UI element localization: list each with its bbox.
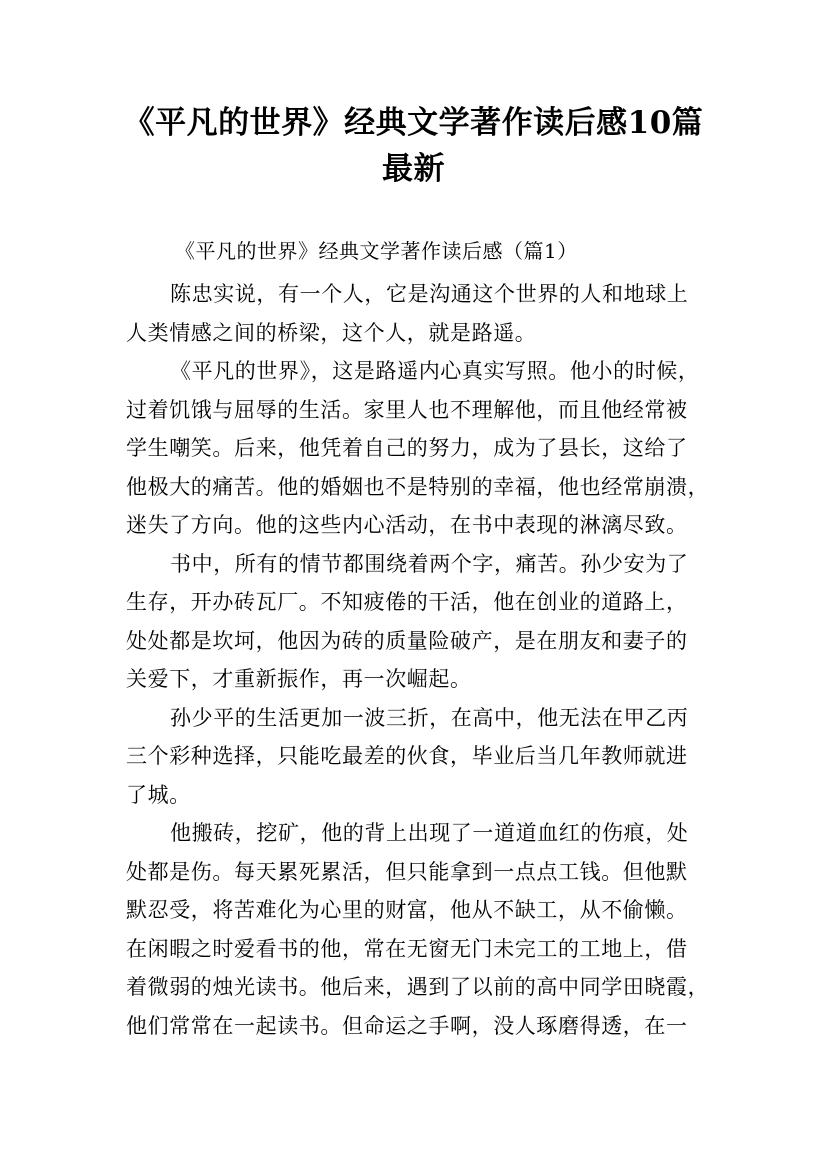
body-line: 生存，开办砖瓦厂。不知疲倦的干活，他在创业的道路上， [126, 590, 688, 614]
body-line: 迷失了方向。他的这些内心活动，在书中表现的淋漓尽致。 [126, 513, 688, 537]
body-line: 孙少平的生活更加一波三折，在高中，他无法在甲乙丙 [170, 705, 689, 730]
body-line: 陈忠实说，有一个人，它是沟通这个世界的人和地球上 [170, 282, 689, 306]
body-line: 三个彩种选择，只能吃最差的伙食，毕业后当几年教师就进 [126, 744, 688, 768]
title-line-2: 最新 [382, 151, 445, 187]
body-line: 他们常常在一起读书。但命运之手啊，没人琢磨得透，在一 [126, 1013, 688, 1038]
body-line: 着微弱的烛光读书。他后来，遇到了以前的高中同学田晓霞， [126, 975, 710, 999]
body-line: 他极大的痛苦。他的婚姻也不是特别的幸福，他也经常崩溃， [126, 474, 710, 499]
body-line: 他搬砖，挖矿，他的背上出现了一道道血红的伤痕，处 [170, 821, 689, 845]
body-line: 处都是伤。每天累死累活，但只能拿到一点点工钱。但他默 [126, 859, 688, 884]
body-line: 学生嘲笑。后来，他凭着自己的努力，成为了县长，这给了 [126, 436, 688, 460]
body-line: 处处都是坎坷，他因为砖的质量险破产，是在朋友和妻子的 [126, 628, 688, 653]
body-line: 人类情感之间的桥梁，这个人，就是路遥。 [126, 320, 537, 345]
section-heading: 《平凡的世界》经典文学著作读后感（篇1） [175, 239, 578, 263]
body-line: 在闲暇之时爱看书的他，常在无窗无门未完工的工地上，借 [126, 936, 688, 961]
body-text [126, 275, 726, 1045]
body-line: 了城。 [126, 782, 191, 807]
body-line: 书中，所有的情节都围绕着两个字，痛苦。孙少安为了 [170, 551, 689, 576]
body-line: 过着饥饿与屈辱的生活。家里人也不理解他，而且他经常被 [126, 397, 688, 422]
body-line: 默忍受，将苦难化为心里的财富，他从不缺工，从不偷懒。 [126, 898, 688, 922]
body-line: 关爱下，才重新振作，再一次崛起。 [126, 667, 472, 691]
document-title [100, 100, 727, 192]
body-line: 《平凡的世界》，这是路遥内心真实写照。他小的时候， [170, 359, 700, 383]
title-line-1: 《平凡的世界》经典文学著作读后感10篇 [123, 105, 704, 141]
